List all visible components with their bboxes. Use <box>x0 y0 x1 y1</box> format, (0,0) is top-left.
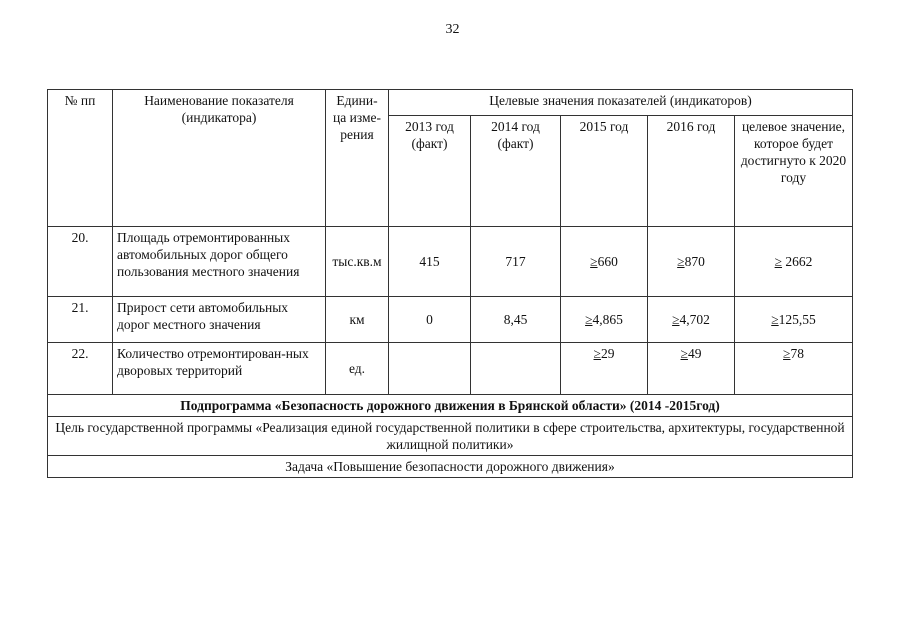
row-value-2015 <box>561 297 648 343</box>
goal-row <box>48 417 853 456</box>
ge-sign: ≥ <box>783 346 791 361</box>
ge-sign: ≥ <box>771 312 779 327</box>
row-value-2014: 8,45 <box>471 297 561 343</box>
value: 78 <box>790 346 804 361</box>
value: 870 <box>684 254 705 269</box>
value: 660 <box>597 254 618 269</box>
row-value-2015 <box>561 227 648 297</box>
row-value-2020 <box>735 343 853 395</box>
row-name: Количество отремонтирован-ных дворовых территорий <box>113 343 326 395</box>
row-name: Прирост сети автомобильных дорог местного значения <box>113 297 326 343</box>
row-value-2020 <box>735 227 853 297</box>
header-year-2020: целевое значение, которое будет достигнуто к 2020 году <box>735 116 853 227</box>
row-value-2020 <box>735 297 853 343</box>
table-row <box>48 297 853 343</box>
row-num: 21. <box>48 297 113 343</box>
value: 4,865 <box>592 312 623 327</box>
row-unit: км <box>326 297 389 343</box>
header-num: № пп <box>48 90 113 227</box>
row-value-2016 <box>648 297 735 343</box>
header-unit: Едини-ца изме-рения <box>326 90 389 227</box>
ge-sign: ≥ <box>593 346 601 361</box>
header-year-2016: 2016 год <box>648 116 735 227</box>
row-value-2014: 717 <box>471 227 561 297</box>
value: 2662 <box>782 254 813 269</box>
program-goal: Цель государственной программы «Реализация единой государственной политики в сфере строительства, архитектуры, государственной жилищной политики» <box>48 417 853 456</box>
row-value-2016 <box>648 343 735 395</box>
row-value-2013: 0 <box>389 297 471 343</box>
subprogram-title: Подпрограмма «Безопасность дорожного движения в Брянской области» (2014 -2015год) <box>48 395 853 417</box>
task-row <box>48 456 853 478</box>
value: 49 <box>687 346 702 361</box>
row-name: Площадь отремонтированных автомобильных дорог общего пользования местного значения <box>113 227 326 297</box>
header-targets-group: Целевые значения показателей (индикаторов) <box>389 90 853 116</box>
table-row <box>48 343 853 395</box>
ge-sign: ≥ <box>590 254 598 269</box>
header-year-2015: 2015 год <box>561 116 648 227</box>
ge-sign: ≥ <box>677 254 685 269</box>
row-value-2013 <box>389 343 471 395</box>
row-unit: тыс.кв.м <box>326 227 389 297</box>
header-row-1 <box>48 90 853 116</box>
program-task: Задача «Повышение безопасности дорожного движения» <box>48 456 853 478</box>
row-value-2013: 415 <box>389 227 471 297</box>
ge-sign: ≥ <box>680 346 688 361</box>
ge-sign: ≥ <box>585 312 593 327</box>
ge-sign: ≥ <box>774 254 783 269</box>
ge-sign: ≥ <box>672 312 680 327</box>
row-value-2015 <box>561 343 648 395</box>
table-row <box>48 227 853 297</box>
header-year-2013: 2013 год (факт) <box>389 116 471 227</box>
page-number: 32 <box>445 22 460 37</box>
value: 29 <box>600 346 615 361</box>
subprogram-row <box>48 395 853 417</box>
header-name: Наименование показателя (индикатора) <box>113 90 326 227</box>
value: 125,55 <box>778 312 816 327</box>
row-num: 22. <box>48 343 113 395</box>
header-year-2014: 2014 год (факт) <box>471 116 561 227</box>
row-num: 20. <box>48 227 113 297</box>
row-value-2014 <box>471 343 561 395</box>
row-value-2016 <box>648 227 735 297</box>
value: 4,702 <box>679 312 710 327</box>
indicators-table <box>47 89 853 478</box>
row-unit: ед. <box>326 343 389 395</box>
